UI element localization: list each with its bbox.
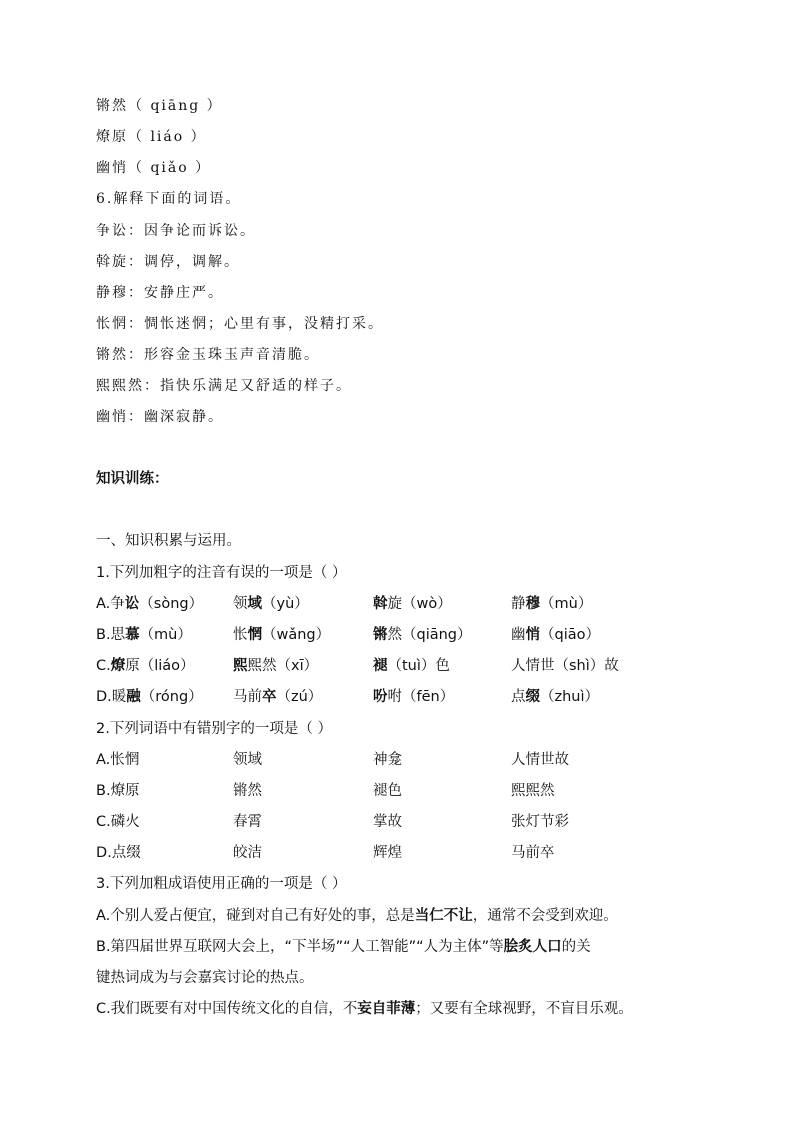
q3-stem: 3.下列加粗成语使用正确的一项是（ ） — [96, 876, 347, 892]
definition-line: 幽悄：幽深寂静。 — [96, 409, 224, 425]
q3-option-c: C.我们既要有对中国传统文化的自信，不妄自菲薄；又要有全球视野，不盲目乐观。 — [96, 1001, 633, 1017]
q1-stem: 1.下列加粗字的注音有误的一项是（ ） — [96, 565, 347, 581]
q3-option-b-continued: 键热词成为与会嘉宾讨论的热点。 — [96, 970, 314, 986]
definition-line: 熙熙然：指快乐满足又舒适的样子。 — [96, 378, 352, 394]
q3-option-a: A.个别人爱占便宜，碰到对自己有好处的事，总是当仁不让，通常不会受到欢迎。 — [96, 908, 618, 924]
definition-line: 怅惘：惆怅迷惘；心里有事，没精打采。 — [96, 316, 384, 332]
q6-title: 6.解释下面的词语。 — [96, 191, 242, 207]
part-title: 一、知识积累与运用。 — [96, 533, 241, 549]
q3-option-b: B.第四届世界互联网大会上，“下半场”“人工智能”“人为主体”等脍炙人口的关 — [96, 939, 591, 955]
section-title: 知识训练： — [96, 471, 169, 487]
pinyin-line: 幽悄（ qiǎo ） — [96, 160, 212, 176]
definition-line: 斡旋：调停，调解。 — [96, 254, 240, 270]
q2-stem: 2.下列词语中有错别字的一项是（ ） — [96, 721, 332, 737]
definition-line: 争讼：因争论而诉讼。 — [96, 223, 256, 239]
pinyin-line: 锵然（ qiāng ） — [96, 98, 223, 114]
definition-line: 静穆：安静庄严。 — [96, 285, 224, 301]
pinyin-line: 燎原（ liáo ） — [96, 129, 207, 145]
document-page: 锵然（ qiāng ） 燎原（ liáo ） 幽悄（ qiǎo ） 6.解释下面的词语。 争讼：因争论而诉讼。 斡旋：调停，调解。 静穆：安静庄严。 怅惘：惆怅迷惘；心里有事，没精打采。 锵然：形容金玉珠玉声音清脆。 熙熙然：指快乐满足又舒适的样子。 幽悄：幽深寂静。 知识训练： 一、知识积累与运用。 1.下列加粗字的注音有误的一项是（ ） A.争讼（sòng） 领域（yù） 斡旋（wò） 静穆（mù） B.思慕（mù） 怅惘（wǎng） 锵然（qiāng） 幽悄（qiāo） C.燎原（liáo） 熙熙然（xī） 褪（tuì）色 人情世（shì）故 D.暖融（róng） 马前卒（zú） 吩咐（fēn） 点缀（zhuì） 2.下列词语中有错别字的一项是（ ） A.怅惘 领域 神龛 人情世故 B.燎原 锵然 褪色 熙熙然 C.磷火 春霄 掌故 张灯节彩 D.点缀 皎洁 辉煌 马前卒 3.下列加粗成语使用正确的一项是（ ） A.个别人爱占便宜，碰到对自己有好处的事，总是当仁不让，通常不会受到欢迎。 B.第四届世界互联网大会上，“下半场”“人工智能”“人为主体”等脍炙人口的关 键热词成为与会嘉宾讨论的热点。 C.我们既要有对中国传统文化的自信，不妄自菲薄；又要有全球视野，不盲目乐观。 — [0, 0, 794, 1123]
definition-line: 锵然：形容金玉珠玉声音清脆。 — [96, 347, 320, 363]
